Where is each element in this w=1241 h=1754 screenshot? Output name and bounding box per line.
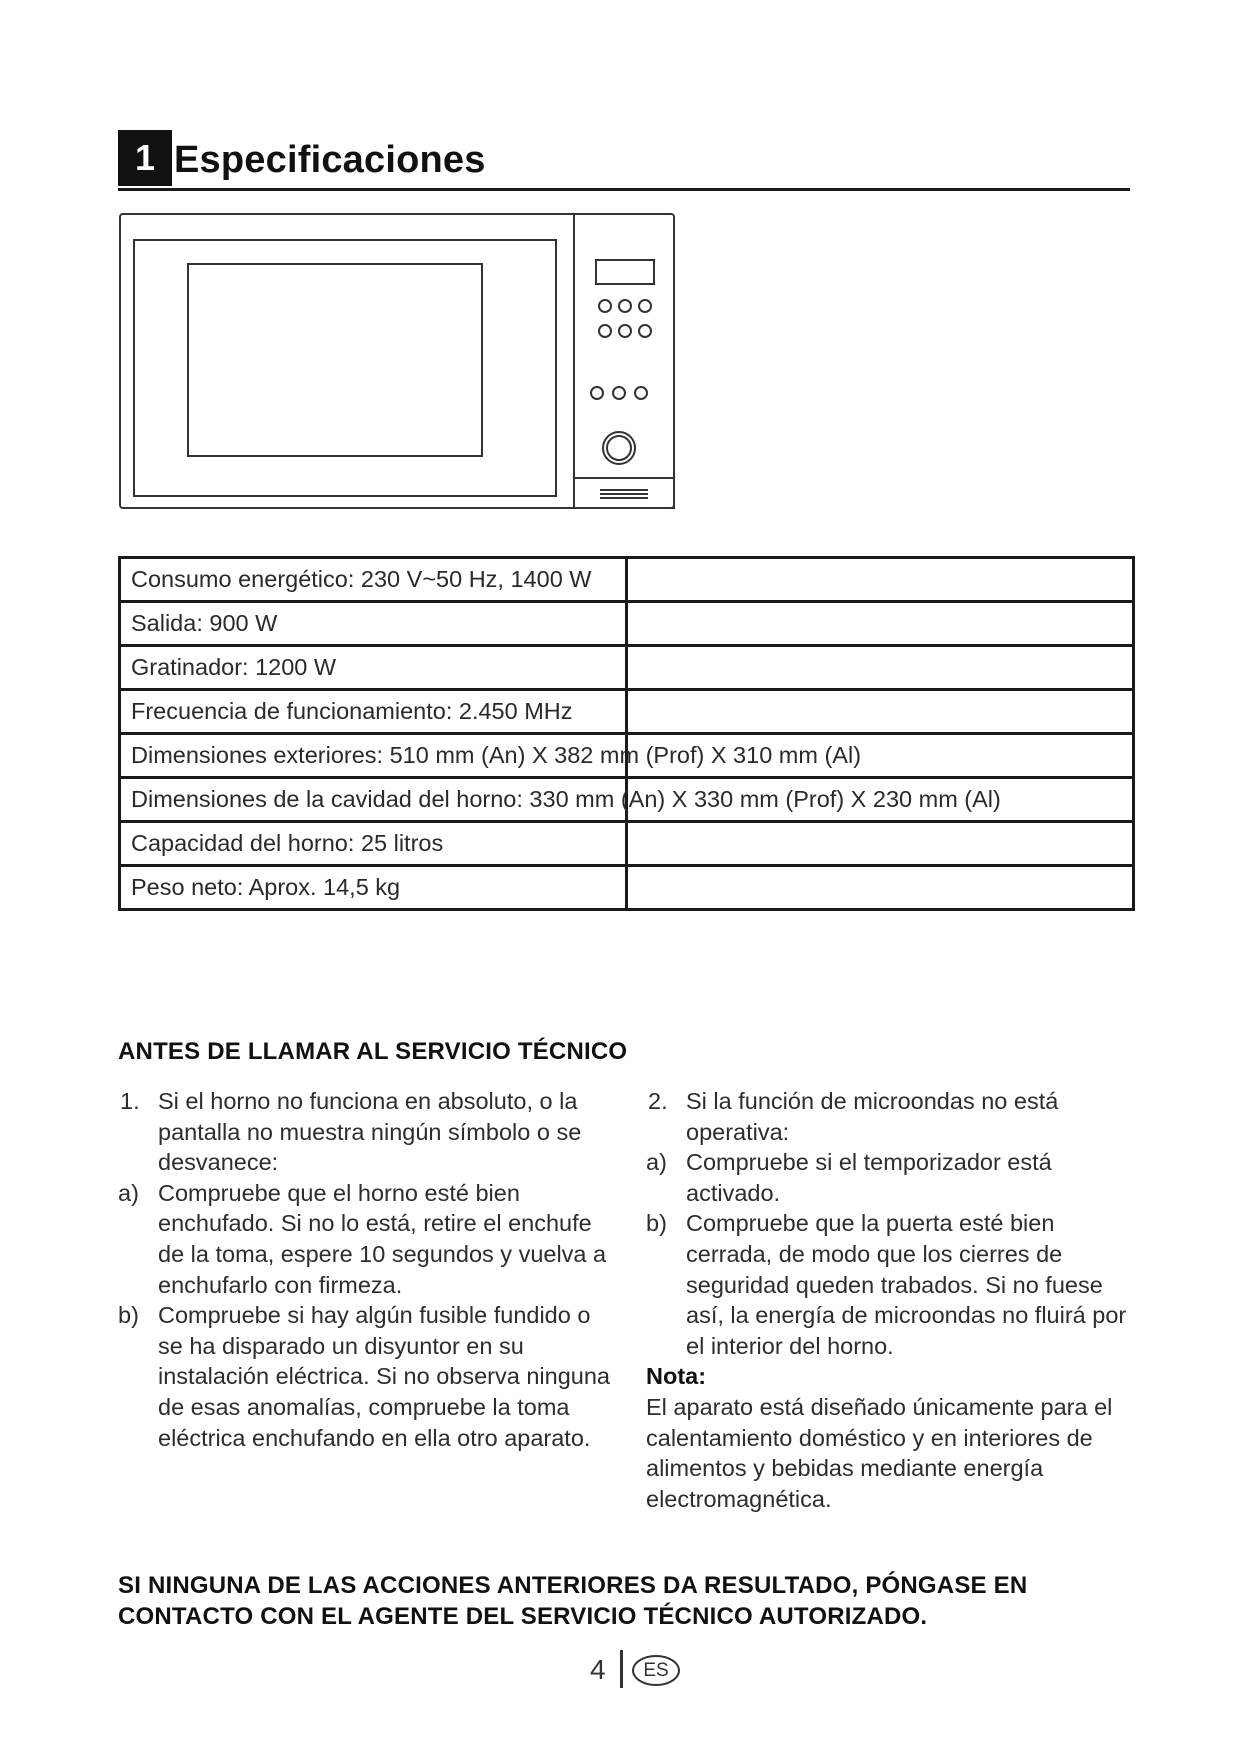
spec-cell: Salida: 900 W	[120, 602, 627, 646]
spec-row	[120, 646, 1134, 690]
spec-empty-cell	[627, 602, 1134, 646]
list-item	[118, 1086, 618, 1178]
microwave-button	[599, 325, 611, 337]
spec-row	[120, 558, 1134, 602]
list-marker: a)	[646, 1149, 667, 1176]
list-marker: 2.	[648, 1088, 668, 1114]
microwave-button	[613, 387, 625, 399]
spec-cell: Peso neto: Aprox. 14,5 kg	[120, 866, 627, 910]
spec-empty-cell	[627, 646, 1134, 690]
spec-cell-wide	[120, 778, 1134, 822]
list-text: Si la función de microondas no está operativa:	[686, 1088, 1059, 1145]
list-marker: b)	[118, 1302, 139, 1329]
troubleshoot-column-right	[646, 1086, 1146, 1514]
section-title: Especificaciones	[174, 139, 486, 181]
note-text: El aparato está diseñado únicamente para el calentamiento doméstico y en interiores de alimentos y bebidas mediante energía electromagnética.	[646, 1393, 1113, 1512]
spec-row	[120, 690, 1134, 734]
note-label: Nota:	[646, 1363, 707, 1390]
list-item	[646, 1208, 1146, 1361]
spec-empty-cell	[627, 558, 1134, 602]
spec-text: Dimensiones de la cavidad del horno: 330 mm (An) X 330 mm (Prof) X 230 mm (Al)	[131, 786, 1001, 812]
spec-cell: Gratinador: 1200 W	[120, 646, 627, 690]
microwave-button	[639, 325, 651, 337]
microwave-button	[635, 387, 647, 399]
spec-text: Dimensiones exteriores: 510 mm (An) X 382 mm (Prof) X 310 mm (Al)	[131, 742, 862, 768]
list-marker: 1.	[120, 1088, 140, 1114]
list-marker: b)	[646, 1210, 667, 1237]
microwave-display	[596, 260, 654, 284]
list-text: Si el horno no funciona en absoluto, o la pantalla no muestra ningún símbolo o se desvanece:	[158, 1088, 582, 1176]
spec-cell: Capacidad del horno: 25 litros	[120, 822, 627, 866]
spec-cell: Frecuencia de funcionamiento: 2.450 MHz	[120, 690, 627, 734]
list-text: Compruebe que la puerta esté bien cerrada, de modo que los cierres de seguridad queden trabados. Si no fuese así, la energía de microondas no fluirá por el interior del horno.	[686, 1210, 1127, 1359]
list-item	[118, 1178, 618, 1300]
spec-row	[120, 734, 1134, 778]
microwave-illustration	[118, 212, 678, 512]
spec-cell-wide	[120, 734, 1134, 778]
section-header	[118, 130, 1130, 191]
list-item	[646, 1086, 1146, 1147]
list-text: Compruebe si el temporizador está activado.	[686, 1149, 1052, 1206]
page-number: 4	[590, 1654, 606, 1685]
list-item	[646, 1147, 1146, 1208]
section-number: 1	[118, 130, 172, 186]
troubleshoot-column-left	[118, 1086, 618, 1453]
microwave-body	[120, 214, 674, 508]
microwave-button	[639, 300, 651, 312]
spec-row	[120, 602, 1134, 646]
final-warning: SI NINGUNA DE LAS ACCIONES ANTERIORES DA RESULTADO, PÓNGASE EN CONTACTO CON EL AGENTE DEL SERVICIO TÉCNICO AUTORIZADO.	[118, 1572, 1028, 1630]
spec-row	[120, 866, 1134, 910]
footer-divider	[620, 1650, 623, 1688]
spec-empty-cell	[627, 690, 1134, 734]
microwave-button	[591, 387, 603, 399]
spec-empty-cell	[627, 866, 1134, 910]
microwave-door	[134, 240, 556, 496]
microwave-button	[619, 300, 631, 312]
microwave-button	[599, 300, 611, 312]
spec-table	[118, 556, 1135, 911]
microwave-button	[619, 325, 631, 337]
microwave-window	[188, 264, 482, 456]
service-heading: ANTES DE LLAMAR AL SERVICIO TÉCNICO	[118, 1038, 628, 1065]
spec-empty-cell	[627, 822, 1134, 866]
spec-cell: Consumo energético: 230 V~50 Hz, 1400 W	[120, 558, 627, 602]
list-text: Compruebe si hay algún fusible fundido o se ha disparado un disyuntor en su instalación eléctrica. Si no observa ninguna de esas anomalías, compruebe la toma eléctrica enchufando en ella otro aparato.	[158, 1302, 610, 1451]
list-marker: a)	[118, 1179, 139, 1206]
spec-row	[120, 778, 1134, 822]
language-badge: ES	[632, 1655, 680, 1686]
list-item	[118, 1300, 618, 1453]
spec-row	[120, 822, 1134, 866]
list-text: Compruebe que el horno esté bien enchufado. Si no lo está, retire el enchufe de la toma, espere 10 segundos y vuelva a enchufarlo con firmeza.	[158, 1179, 607, 1298]
